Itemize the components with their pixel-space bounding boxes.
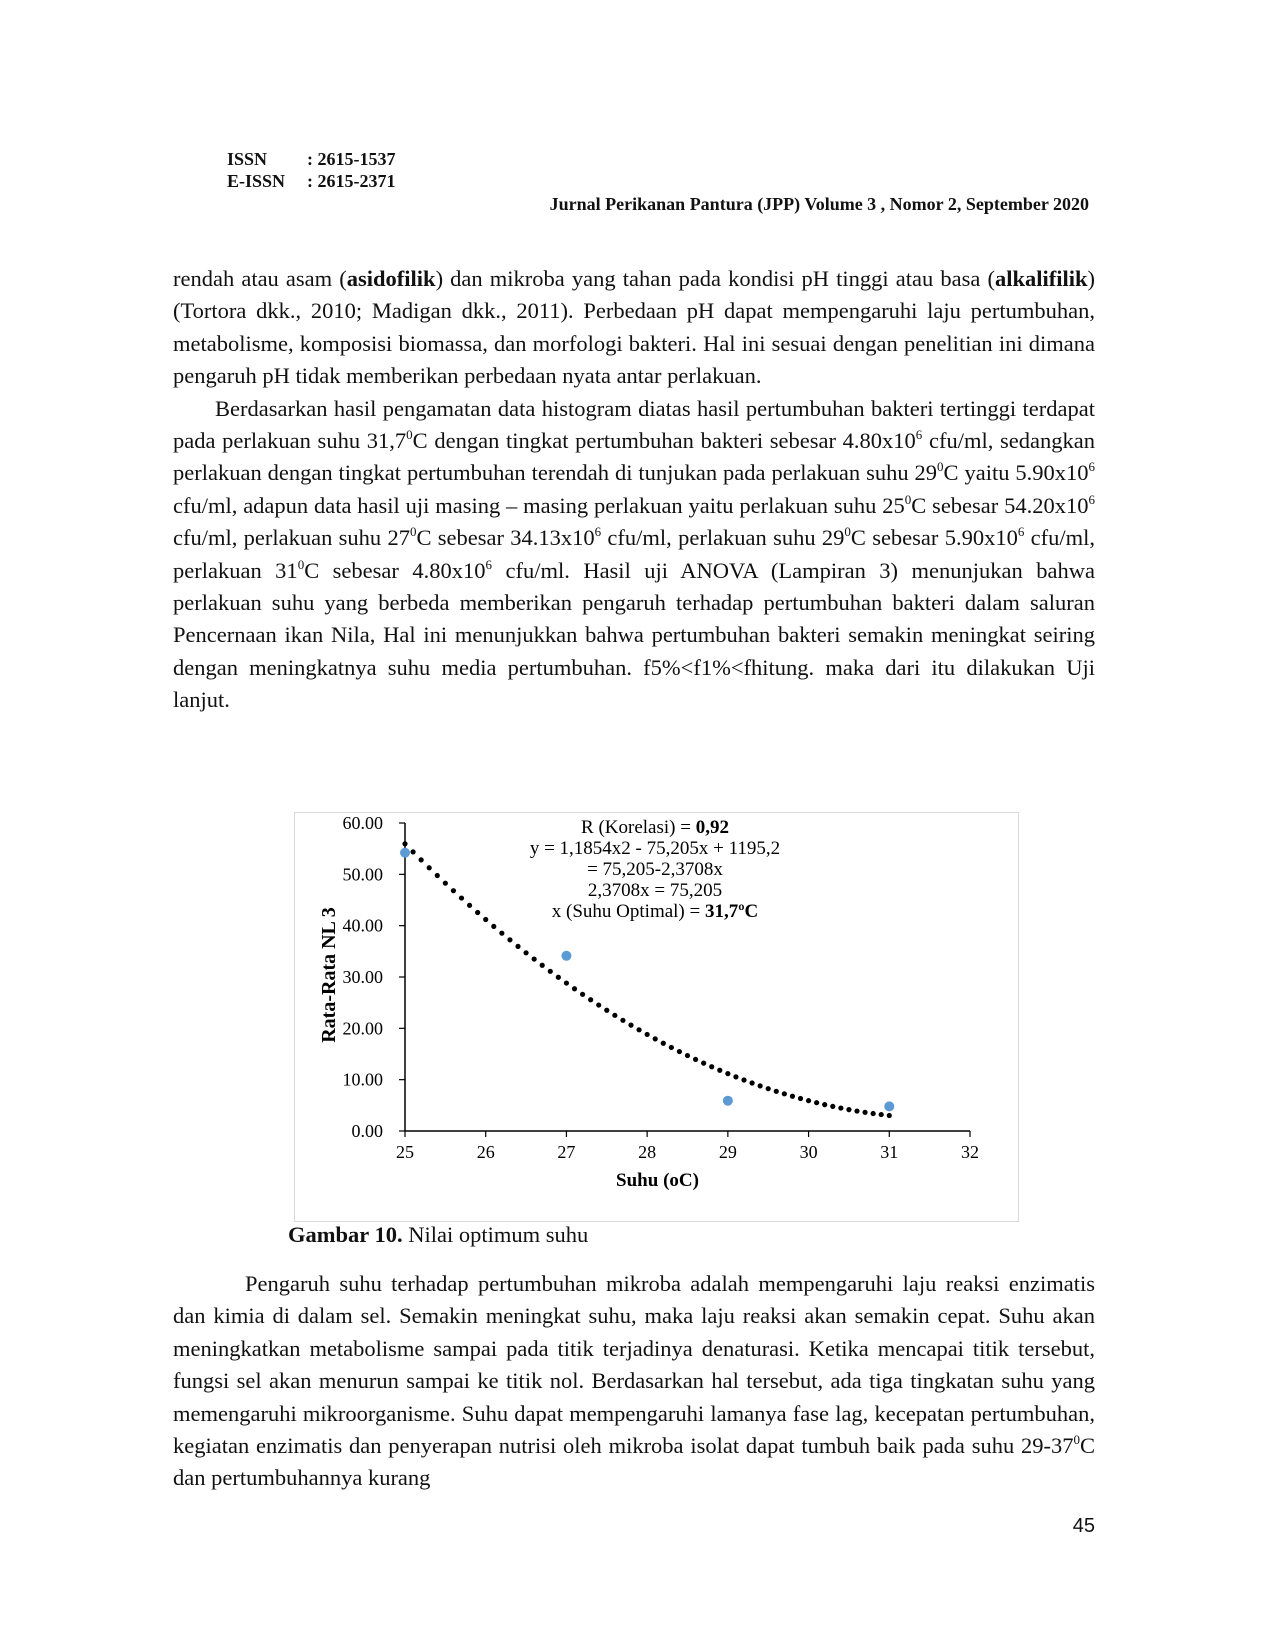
trendline-dot bbox=[499, 931, 504, 936]
page-number: 45 bbox=[1072, 1515, 1095, 1537]
trendline-dot bbox=[838, 1105, 843, 1110]
trendline-dot bbox=[725, 1071, 730, 1076]
data-point bbox=[723, 1096, 733, 1106]
x-tick-label: 32 bbox=[961, 1142, 979, 1162]
x-tick-label: 26 bbox=[476, 1142, 495, 1162]
trendline-dot bbox=[661, 1041, 666, 1046]
trendline-dot bbox=[427, 865, 432, 870]
trendline-dot bbox=[402, 841, 407, 846]
y-tick-label: 40.00 bbox=[342, 915, 383, 936]
trendline-dot bbox=[758, 1083, 763, 1088]
trendline-dot bbox=[507, 937, 512, 942]
trendline-dot bbox=[612, 1013, 617, 1018]
trendline-dot bbox=[814, 1100, 819, 1105]
term-alkalifilik: alkalifilik bbox=[994, 266, 1088, 291]
trendline-dot bbox=[790, 1094, 795, 1099]
trendline-dot bbox=[419, 857, 424, 862]
trendline-dot bbox=[733, 1074, 738, 1079]
figure-caption bbox=[288, 1222, 588, 1248]
trendline-dot bbox=[596, 1002, 601, 1007]
paragraph-results: Berdasarkan hasil pengamatan data histogram diatas hasil pertumbuhan bakteri tertinggi terdapat pada perlakuan suhu 31,7$^0$C dengan tingkat pertumbuhan bakteri sebesar $4.80x10^6$ cfu/ml, sedangkan perlakuan dengan tingkat pertumbuhan terendah di tunjukan pada perlakuan suhu $29^0C$ yaitu $5.90x10^6$ cfu/ml, adapun data hasil uji masing – masing perlakuan yaitu perlakuan suhu $25^0C$ sebesar $54.20x10^6$ cfu/ml, perlakuan suhu $27^0C$ sebesar $34.13x10^6$ cfu/ml, perlakuan suhu $29^0C$ sebesar $5.90x10^6$ cfu/ml, perlakuan $31^0C$ sebesar $4.80x10^6$ cfu/ml. Hasil uji ANOVA (Lampiran 3) menunjukan bahwa perlakuan suhu yang berbeda memberikan pengaruh terhadap pertumbuhan bakteri dalam saluran Pencernaan ikan Nila, Hal ini menunjukkan bahwa pertumbuhan bakteri semakin meningkat seiring dengan meningkatnya suhu media pertumbuhan. f5%<f1%<fhitung. maka dari itu dilakukan Uji lanjut. bbox=[173, 395, 1096, 713]
paragraph-temperature: Pengaruh suhu terhadap pertumbuhan mikroba adalah mempengaruhi laju reaksi enzimatis dan kimia di dalam sel. Semakin meningkat suhu, maka laju reaksi akan semakin cepat. Suhu akan meningkatkan metabolisme sampai pada titik terjadinya denaturasi. Ketika mencapai titik tersebut, fungsi sel akan menurun sampai ke titik nol. Berdasarkan hal tersebut, ada tiga tingkatan suhu yang memengaruhi mikroorganisme. Suhu dapat mempengaruhi lamanya fase lag, kecepatan pertumbuhan, kegiatan enzimatis dan penyerapan nutrisi oleh mikroba isolat dapat tumbuh baik pada suhu $29-37^0C$ dan pertumbuhannya kurang bbox=[173, 1271, 1095, 1491]
figure-chart bbox=[294, 812, 1019, 1222]
x-axis-title: Suhu (oC) bbox=[616, 1170, 699, 1191]
trendline-dot bbox=[806, 1098, 811, 1103]
trendline-dot bbox=[467, 903, 472, 908]
y-tick-label: 0.00 bbox=[351, 1121, 383, 1141]
trendline-dot bbox=[774, 1089, 779, 1094]
body-text-bottom bbox=[173, 1268, 1095, 1495]
data-point bbox=[561, 951, 571, 961]
trendline-dot bbox=[515, 944, 520, 949]
chart-svg bbox=[295, 813, 1018, 1221]
trendline-dot bbox=[628, 1023, 633, 1028]
trendline-dot bbox=[588, 997, 593, 1002]
trendline-dot bbox=[766, 1086, 771, 1091]
trendline-dot bbox=[451, 888, 456, 893]
data-point bbox=[884, 1101, 894, 1111]
trendline-dot bbox=[879, 1112, 884, 1117]
trendline-dot bbox=[532, 956, 537, 961]
trendline-dot bbox=[556, 975, 561, 980]
caption-text: Nilai optimum suhu bbox=[402, 1222, 589, 1247]
trendline-dot bbox=[636, 1027, 641, 1032]
trendline-dot bbox=[410, 849, 415, 854]
trendline-dot bbox=[645, 1032, 650, 1037]
annotation-optimum: x (Suhu Optimal) = 31,7ºC bbox=[551, 901, 759, 922]
trendline-dot bbox=[604, 1008, 609, 1013]
trendline-dot bbox=[540, 963, 545, 968]
y-tick-label: 10.00 bbox=[342, 1069, 383, 1090]
trendline-dot bbox=[846, 1107, 851, 1112]
eissn-value: : 2615-2371 bbox=[307, 171, 396, 191]
trendline-dot bbox=[862, 1110, 867, 1115]
journal-header: Jurnal Perikanan Pantura (JPP) Volume 3 , Nomor 2, September 2020 bbox=[549, 194, 1089, 214]
trendline-dot bbox=[887, 1113, 892, 1118]
issn-value: : 2615-1537 bbox=[307, 149, 396, 169]
issn-label: ISSN bbox=[227, 149, 268, 169]
trendline-dot bbox=[871, 1111, 876, 1116]
trendline-dot bbox=[491, 924, 496, 929]
annotation-derivative: = 75,205-2,3708x bbox=[587, 859, 723, 880]
caption-label: Gambar 10. bbox=[288, 1222, 403, 1247]
trendline-dot bbox=[798, 1096, 803, 1101]
trendline-dot bbox=[459, 895, 464, 900]
annotation-solve: 2,3708x = 75,205 bbox=[587, 880, 723, 901]
trendline-dot bbox=[475, 910, 480, 915]
trendline-dot bbox=[548, 969, 553, 974]
y-axis-title: Rata-Rata NL 3 bbox=[318, 907, 340, 1043]
x-tick-label: 27 bbox=[557, 1142, 576, 1162]
data-point bbox=[400, 848, 410, 858]
trendline-dot bbox=[693, 1057, 698, 1062]
annotation-equation: y = 1,1854x2 - 75,205x + 1195,2 bbox=[529, 838, 781, 859]
trendline-dot bbox=[443, 881, 448, 886]
y-tick-label: 20.00 bbox=[342, 1018, 383, 1039]
trendline-dot bbox=[749, 1080, 754, 1085]
x-tick-label: 30 bbox=[799, 1142, 818, 1162]
trendline-dot bbox=[564, 980, 569, 985]
trendline-dot bbox=[717, 1068, 722, 1073]
trendline-dot bbox=[822, 1102, 827, 1107]
trendline-dot bbox=[572, 986, 577, 991]
y-tick-label: 30.00 bbox=[342, 967, 383, 987]
annotation-correlation: R (Korelasi) = 0,92 bbox=[581, 817, 729, 838]
paragraph-ph: rendah atau asam (asidofilik) dan mikroba yang tahan pada kondisi pH tinggi atau basa (alkalifilik) (Tortora dkk., 2010; Madigan dkk., 2011). Perbedaan pH dapat mempengaruhi laju pertumbuhan, metabolisme, komposisi biomassa, dan morfologi bakteri. Hal ini sesuai dengan penelitian ini dimana pengaruh pH tidak memberikan perbedaan nyata antar perlakuan. bbox=[173, 266, 1095, 389]
trendline-dot bbox=[709, 1064, 714, 1069]
x-tick-label: 28 bbox=[638, 1142, 657, 1162]
y-tick-label: 60.00 bbox=[342, 813, 383, 833]
trendline-dot bbox=[653, 1036, 658, 1041]
trendline-dot bbox=[620, 1018, 625, 1023]
trendline-dot bbox=[741, 1077, 746, 1082]
trendline-dot bbox=[701, 1061, 706, 1066]
eissn-label: E-ISSN bbox=[227, 171, 286, 191]
y-tick-label: 50.00 bbox=[342, 864, 383, 885]
trendline-dot bbox=[854, 1108, 859, 1113]
x-tick-label: 29 bbox=[718, 1142, 737, 1162]
term-asidofilik: asidofilik bbox=[346, 266, 436, 291]
trendline-dot bbox=[830, 1104, 835, 1109]
body-text-top bbox=[173, 263, 1095, 717]
trendline-dot bbox=[483, 917, 488, 922]
trendline-dot bbox=[580, 992, 585, 997]
x-tick-label: 25 bbox=[396, 1142, 414, 1162]
trendline-dot bbox=[782, 1091, 787, 1096]
x-tick-label: 31 bbox=[880, 1142, 899, 1162]
trendline-dot bbox=[523, 950, 528, 955]
trendline-dot bbox=[669, 1045, 674, 1050]
issn-block bbox=[227, 148, 396, 192]
trendline-dot bbox=[677, 1049, 682, 1054]
trendline-dot bbox=[685, 1053, 690, 1058]
trendline-dot bbox=[435, 873, 440, 878]
